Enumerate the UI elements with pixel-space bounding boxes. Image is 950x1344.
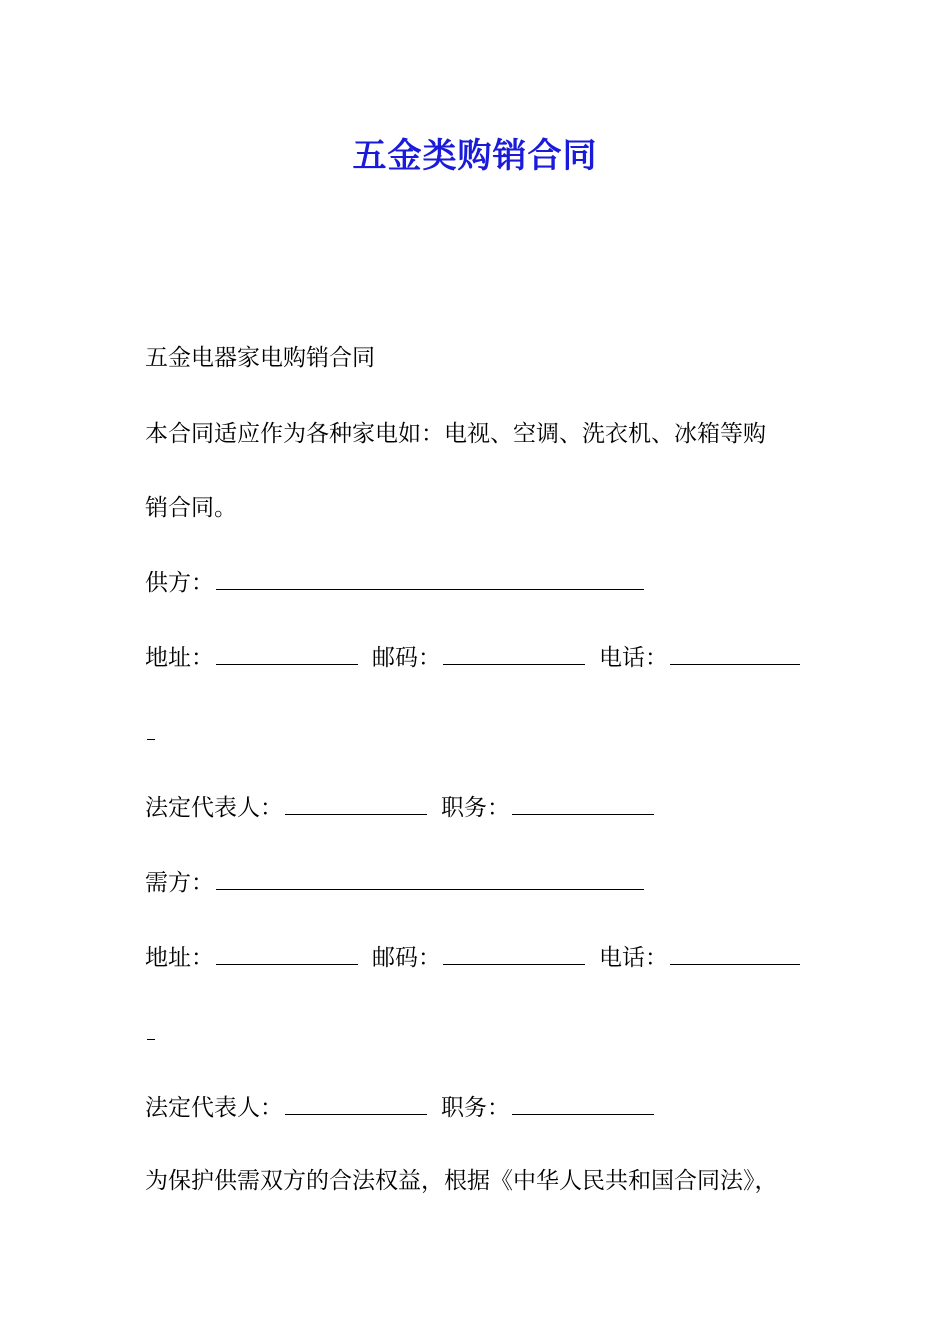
document-title: 五金类购销合同 [352,136,598,176]
supplier-phone-continuation [145,717,155,748]
buyer-rep-row [145,1092,654,1123]
buyer-position-blank[interactable] [512,1092,654,1115]
supplier-phone-blank-tail[interactable] [147,717,155,740]
supplier-phone-label: 电话： [599,645,668,671]
buyer-postcode-label: 邮码： [372,945,441,971]
buyer-phone-label: 电话： [599,945,668,971]
buyer-address-label: 地址： [145,945,214,971]
supplier-position-blank[interactable] [512,792,654,815]
intro-line-1: 本合同适应作为各种家电如：电视、空调、洗衣机、冰箱等购 [145,421,766,447]
buyer-name-blank[interactable] [216,867,644,890]
buyer-postcode-blank[interactable] [443,942,585,965]
buyer-position-label: 职务： [441,1095,510,1121]
supplier-legal-rep-label: 法定代表人： [145,795,283,821]
buyer-address-blank[interactable] [216,942,358,965]
supplier-legal-rep-blank[interactable] [285,792,427,815]
supplier-rep-row [145,792,654,823]
closing-line: 为保护供需双方的合法权益，根据《中华人民共和国合同法》， [145,1168,778,1194]
supplier-party-label: 供方： [145,570,214,596]
buyer-phone-blank-tail[interactable] [147,1017,155,1040]
supplier-postcode-label: 邮码： [372,645,441,671]
supplier-address-label: 地址： [145,645,214,671]
supplier-phone-blank[interactable] [670,642,800,665]
document-subtitle: 五金电器家电购销合同 [145,345,375,371]
buyer-phone-continuation [145,1017,155,1048]
buyer-contact-row [145,942,800,973]
buyer-phone-blank[interactable] [670,942,800,965]
buyer-legal-rep-blank[interactable] [285,1092,427,1115]
supplier-position-label: 职务： [441,795,510,821]
intro-line-2: 销合同。 [145,495,237,521]
supplier-postcode-blank[interactable] [443,642,585,665]
supplier-address-blank[interactable] [216,642,358,665]
buyer-party-label: 需方： [145,870,214,896]
buyer-legal-rep-label: 法定代表人： [145,1095,283,1121]
supplier-name-blank[interactable] [216,567,644,590]
buyer-party-row [145,867,644,898]
supplier-party-row [145,567,644,598]
supplier-contact-row [145,642,800,673]
